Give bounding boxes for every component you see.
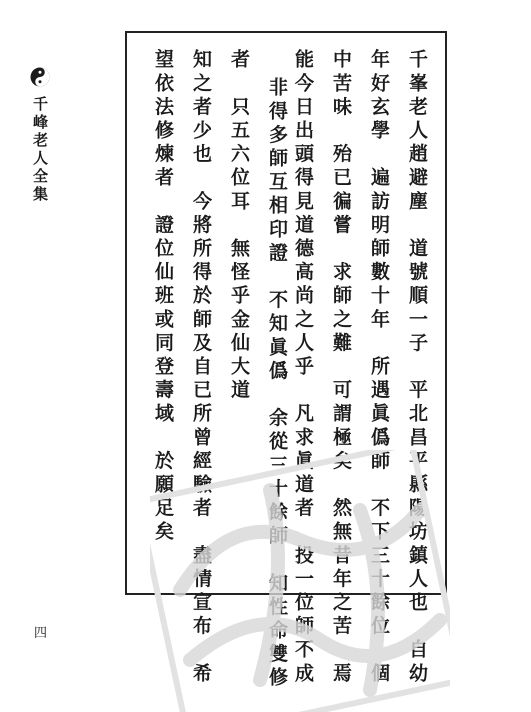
text-column-8: 望依法修煉者 證位仙班或同登壽域 於願足矣: [152, 49, 174, 545]
yin-yang-icon: [30, 67, 50, 87]
text-column-4: 能今日出頭得見道德高尚之人乎 凡求眞道者 投一位師不成: [292, 49, 314, 687]
text-column-3: 中苦味 殆已徧嘗 求師之難 可謂極矣 然無昔年之苦 焉: [330, 49, 352, 687]
text-column-6: 者 只五六位耳 無怪乎金仙大道: [228, 49, 250, 403]
text-column-1: 千峯老人趙避塵 道號順一子 平北昌平縣陽坊鎮人也 自幼: [406, 49, 428, 687]
text-frame: [125, 31, 447, 691]
text-column-2: 年好玄學 遍訪明師數十年 所遇眞僞師 不下三十餘位 個: [368, 49, 390, 687]
text-column-5: 非得多師互相印證 不知眞僞 余從三十餘師 知性命雙修: [266, 77, 288, 691]
text-column-7: 知之者少也 今將所得於師及自已所曾經驗者 盡情宣布 希: [190, 49, 212, 687]
book-title: 千峰老人全集: [31, 96, 49, 204]
page-number: 四: [34, 626, 48, 641]
